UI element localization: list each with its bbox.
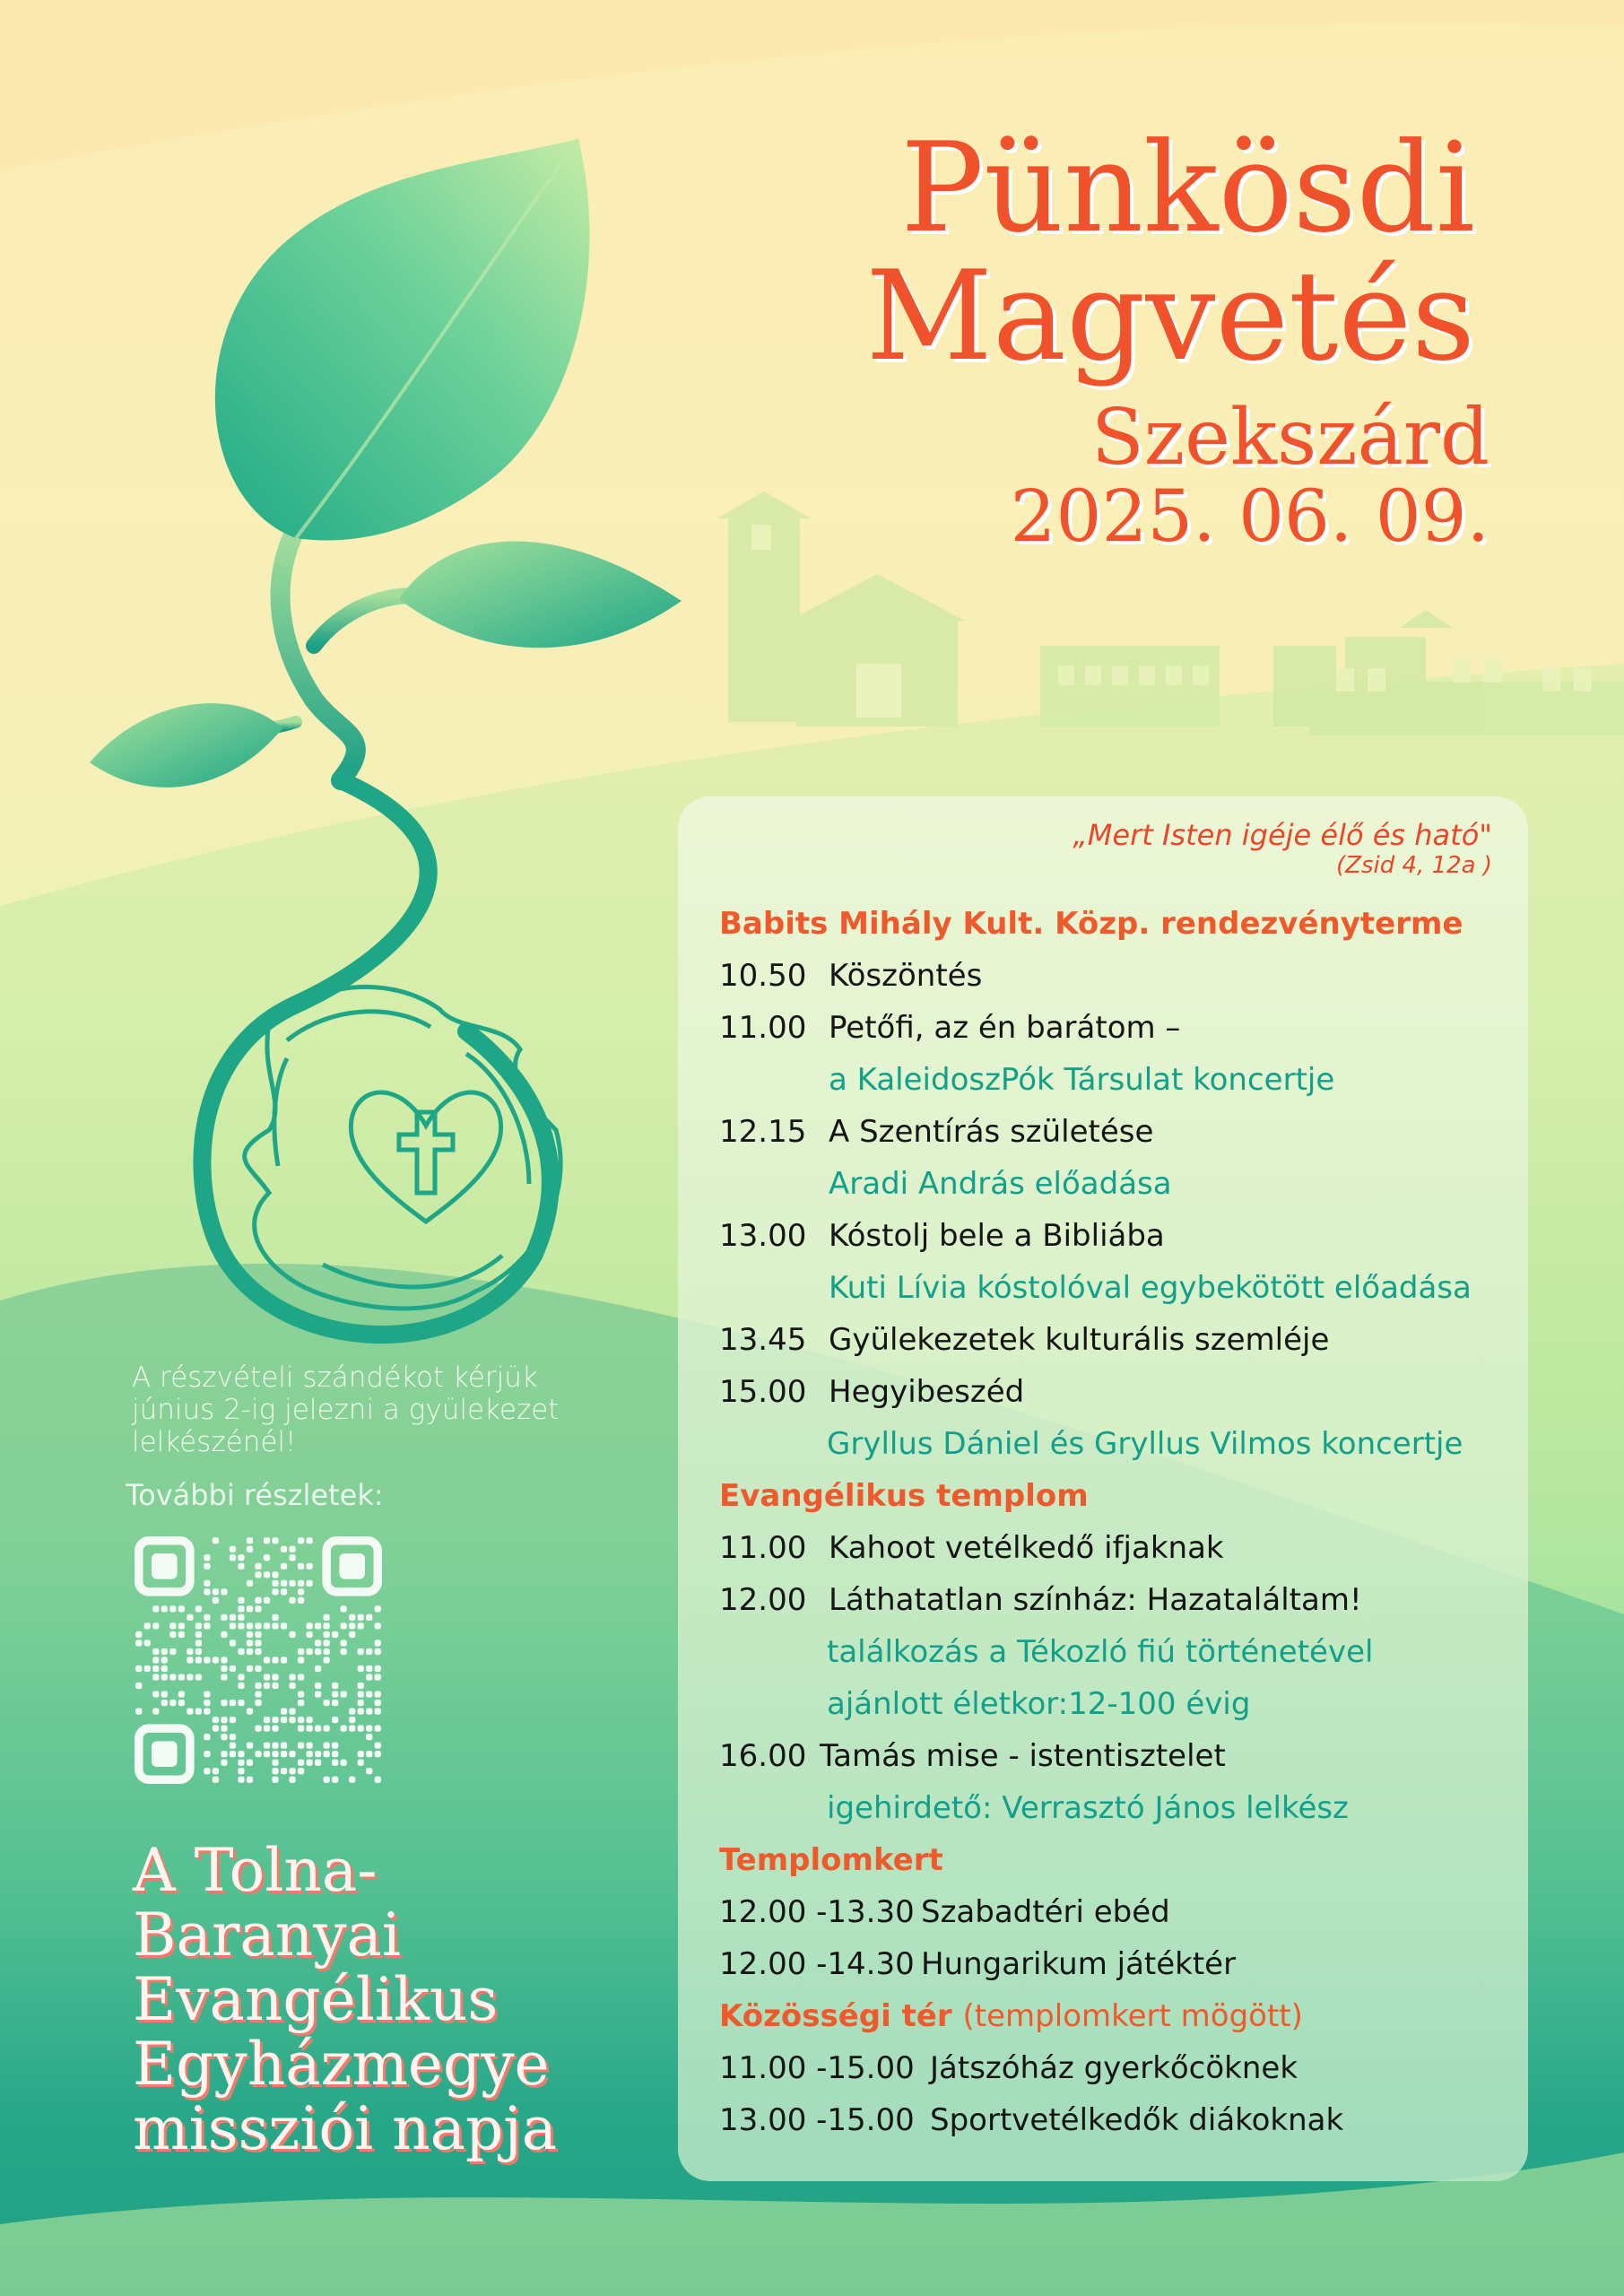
- item-time: 16.00: [719, 1738, 807, 1774]
- venue-heading-4-name: Közösségi tér: [719, 1998, 952, 2034]
- schedule-item: [719, 1946, 1236, 1982]
- organizer-line-4: Egyházmegye: [133, 2030, 550, 2099]
- schedule-panel: [678, 796, 1528, 2181]
- venue-heading-2: Evangélikus templom: [719, 1478, 1089, 1514]
- item-title: Gyülekezetek kulturális szemléje: [829, 1322, 1330, 1358]
- city-name: Szekszárd: [1090, 393, 1489, 483]
- item-title: Kahoot vetélkedő ifjaknak: [829, 1530, 1224, 1566]
- schedule-item: [719, 1894, 1170, 1930]
- rsvp-line-2: június 2-ig jelezni a gyülekezet: [132, 1394, 560, 1426]
- item-time: 13.00 -15.00: [719, 2102, 915, 2138]
- bible-quote: [1073, 818, 1492, 879]
- schedule-item: [719, 2050, 1298, 2086]
- event-date: 2025. 06. 09.: [1010, 474, 1489, 558]
- item-subtitle: találkozás a Tékozló fiú történetével: [827, 1634, 1374, 1670]
- organizer-line-2: Baranyai: [133, 1900, 401, 1970]
- venue-heading-4: [719, 1998, 1303, 2034]
- more-details-label: További részletek:: [126, 1478, 384, 1512]
- item-title: A Szentírás születése: [829, 1114, 1154, 1150]
- quote-reference: (Zsid 4, 12a ): [1336, 852, 1492, 879]
- item-subtitle: Aradi András előadása: [829, 1166, 1172, 1202]
- title-line-2: Magvetés: [865, 244, 1475, 388]
- item-time: 13.00: [719, 1218, 807, 1254]
- schedule-item: [719, 1530, 1224, 1566]
- item-title: Kóstolj bele a Bibliába: [829, 1218, 1165, 1254]
- organizer-line-1: A Tolna-: [133, 1836, 378, 1905]
- item-title: Játszóház gyerkőcöknek: [930, 2050, 1298, 2086]
- item-title: Hungarikum játéktér: [921, 1946, 1237, 1982]
- item-title: Láthatatlan színház: Hazataláltam!: [829, 1582, 1362, 1618]
- venue-heading-1: Babits Mihály Kult. Közp. rendezvényterme: [719, 906, 1463, 942]
- venue-heading-4-note: (templomkert mögött): [962, 1998, 1303, 2034]
- item-time: 12.00 -13.30: [719, 1894, 915, 1930]
- item-time: 10.50: [719, 958, 807, 994]
- item-time: 11.00 -15.00: [719, 2050, 915, 2086]
- item-time: 11.00: [719, 1530, 807, 1566]
- rsvp-line-3: lelkészénél!: [132, 1426, 297, 1458]
- quote-text: „Mert Isten igéje élő és ható": [1073, 818, 1492, 852]
- schedule-item: [719, 958, 982, 994]
- item-time: 12.00 -14.30: [719, 1946, 915, 1982]
- schedule-item: [719, 1322, 1329, 1358]
- item-title: Tamás mise - istentisztelet: [820, 1738, 1226, 1774]
- schedule-item: [719, 1738, 1226, 1774]
- organizer-line-3: Evangélikus: [133, 1965, 499, 2034]
- item-title: Köszöntés: [829, 958, 983, 994]
- organizer-title: [133, 1836, 635, 2163]
- organizer-line-5: missziói napja: [133, 2094, 558, 2163]
- item-time: 11.00: [719, 1010, 807, 1046]
- rsvp-line-1: A részvételi szándékot kérjük: [132, 1361, 538, 1394]
- schedule-item: [719, 1010, 1180, 1046]
- item-subtitle: ajánlott életkor:12-100 évig: [827, 1686, 1251, 1722]
- schedule-item: [719, 1582, 1362, 1618]
- item-time: 12.00: [719, 1582, 807, 1618]
- item-time: 12.15: [719, 1114, 807, 1150]
- qr-code-icon[interactable]: [135, 1536, 382, 1784]
- item-time: 13.45: [719, 1322, 807, 1358]
- title-line-1: Pünkösdi: [900, 116, 1475, 260]
- item-title: Sportvetélkedők diákoknak: [930, 2102, 1344, 2138]
- schedule-item: [719, 1218, 1165, 1254]
- item-title: Petőfi, az én barátom –: [829, 1010, 1181, 1046]
- schedule-item: [719, 1114, 1153, 1150]
- venue-heading-3: Templomkert: [719, 1842, 943, 1878]
- item-title: Szabadtéri ebéd: [921, 1894, 1170, 1930]
- item-title: Hegyibeszéd: [829, 1374, 1025, 1410]
- item-subtitle: Gryllus Dániel és Gryllus Vilmos koncertje: [827, 1426, 1463, 1462]
- item-subtitle: a KaleidoszPók Társulat koncertje: [829, 1062, 1335, 1098]
- item-subtitle: Kuti Lívia kóstolóval egybekötött előadása: [829, 1270, 1472, 1306]
- schedule-item: [719, 1374, 1024, 1410]
- schedule-item: [719, 2102, 1343, 2138]
- rsvp-note: [132, 1361, 634, 1458]
- item-subtitle: igehirdető: Verrasztó János lelkész: [827, 1790, 1349, 1826]
- item-time: 15.00: [719, 1374, 807, 1410]
